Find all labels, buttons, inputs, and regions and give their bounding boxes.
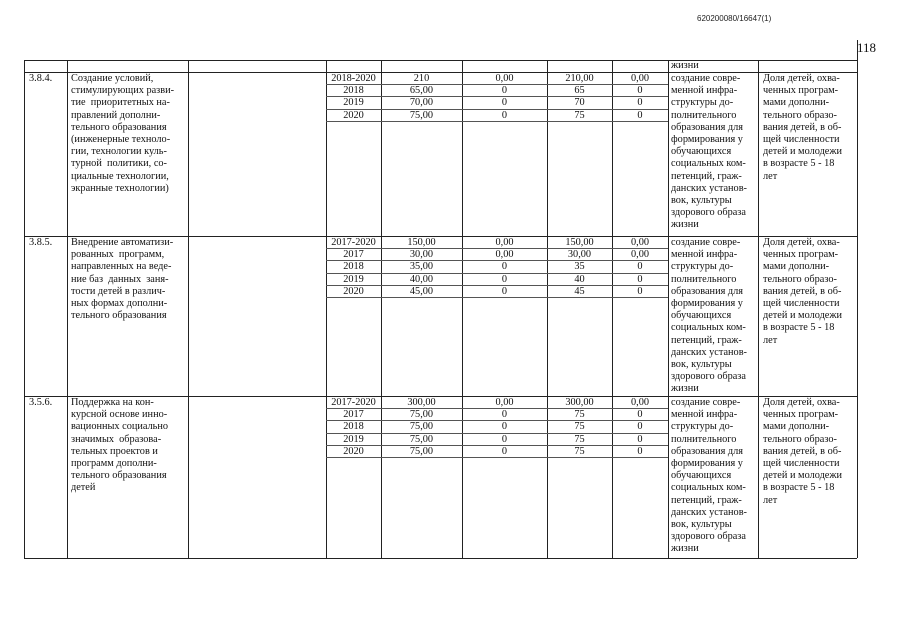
funding-cell-3: 0 <box>637 433 643 445</box>
year-cell: 2019 <box>343 433 364 445</box>
column-rule <box>547 60 548 558</box>
expected-result: создание совре- менной инфра- структуры до- полнительного образования для формирования у обучающихся социальных ком- петенций, граж- данских установ- вок, культуры здорового образа жизни <box>671 73 747 231</box>
total-cell: 75,00 <box>409 109 434 121</box>
column-rule <box>857 40 858 558</box>
total-cell: 75,00 <box>409 421 434 433</box>
total-cell: 150,00 <box>407 237 436 248</box>
total-cell: 75,00 <box>409 445 434 457</box>
expected-result: создание совре- менной инфра- структуры до- полнительного образования для формирования у обучающихся социальных ком- петенций, граж- данских установ- вок, культуры здорового образа жизни <box>671 397 747 555</box>
column-rule <box>188 60 189 558</box>
funding-cell-3: 0,00 <box>630 237 650 248</box>
funding-cell-3: 0 <box>637 285 643 297</box>
column-rule <box>381 60 382 558</box>
funding-cell-2: 45 <box>574 285 585 297</box>
funding-cell-1: 0,00 <box>495 73 514 84</box>
funding-cell-2: 75 <box>574 433 585 445</box>
funding-cell-2: 75 <box>574 109 585 121</box>
total-cell: 300,00 <box>407 397 436 408</box>
table-bottom-rule <box>24 558 857 559</box>
funding-cell-2: 65 <box>574 85 585 97</box>
funding-cell-3: 0,00 <box>630 73 650 84</box>
column-rule <box>612 60 613 558</box>
measure-name: Внедрение автоматизи- рованных программ, направленных на веде- ние баз данных заня- тости детей в различ- ных формах дополни- тельного образования <box>71 237 174 322</box>
measure-name: Поддержка на кон- курсной основе инно- вационных социально значимых образова- тельных проектов и программ дополни- тельного образования детей <box>71 397 169 494</box>
year-separator <box>326 457 668 458</box>
column-rule <box>462 60 463 558</box>
year-cell: 2017 <box>343 249 364 261</box>
measure-name: Создание условий, стимулирующих разви- тие приоритетных на- правлений дополни- тельного образования (инженерные техноло- гии, технологии куль- турной политики, со- циальные технологии, экранные технологии) <box>71 73 175 194</box>
year-cell: 2017-2020 <box>331 397 376 408</box>
column-rule <box>668 60 669 558</box>
total-cell: 70,00 <box>409 97 434 109</box>
total-cell: 40,00 <box>409 273 434 285</box>
total-cell: 210 <box>413 73 430 84</box>
total-cell: 30,00 <box>409 249 434 261</box>
funding-cell-3: 0 <box>637 97 643 109</box>
funding-cell-1: 0 <box>501 421 508 433</box>
funding-cell-2: 30,00 <box>567 249 592 261</box>
page-number: 118 <box>857 40 877 55</box>
year-cell: 2017-2020 <box>331 237 376 248</box>
indicator-text: Доля детей, охва- ченных програм- мами дополни- тельного образо- вания детей, в об- щей численности детей и молодежи в возрасте 5 - 18 лет <box>763 237 843 346</box>
funding-cell-3: 0 <box>637 421 643 433</box>
funding-cell-2: 210,00 <box>565 73 594 84</box>
funding-cell-1: 0 <box>501 445 508 457</box>
funding-cell-1: 0 <box>501 261 508 273</box>
year-cell: 2019 <box>343 97 364 109</box>
column-rule <box>67 60 68 558</box>
funding-cell-1: 0 <box>501 409 508 421</box>
funding-cell-1: 0,00 <box>495 237 514 248</box>
column-rule <box>326 60 327 558</box>
funding-cell-2: 300,00 <box>565 397 594 408</box>
column-rule <box>758 60 759 558</box>
funding-cell-3: 0 <box>637 273 643 285</box>
expected-result: создание совре- менной инфра- структуры до- полнительного образования для формирования у обучающихся социальных ком- петенций, граж- данских установ- вок, культуры здорового образа жизни <box>671 237 747 395</box>
funding-cell-2: 150,00 <box>565 237 594 248</box>
funding-cell-2: 75 <box>574 409 585 421</box>
funding-cell-1: 0 <box>501 273 508 285</box>
funding-cell-1: 0 <box>501 285 508 297</box>
indicator-text: Доля детей, охва- ченных програм- мами дополни- тельного образо- вания детей, в об- щей численности детей и молодежи в возрасте 5 - 18 лет <box>763 397 843 506</box>
year-cell: 2019 <box>343 273 364 285</box>
year-cell: 2018 <box>343 85 364 97</box>
table-top-rule <box>24 60 857 61</box>
funding-cell-3: 0 <box>637 109 643 121</box>
carryover-text: жизни <box>671 60 699 71</box>
funding-cell-2: 40 <box>574 273 585 285</box>
year-separator <box>326 297 668 298</box>
funding-cell-1: 0 <box>501 97 508 109</box>
year-cell: 2020 <box>343 109 364 121</box>
row-number: 3.8.4. <box>29 73 53 84</box>
row-number: 3.8.5. <box>29 237 53 248</box>
total-cell: 45,00 <box>409 285 434 297</box>
funding-cell-1: 0 <box>501 433 508 445</box>
funding-cell-3: 0 <box>637 409 643 421</box>
total-cell: 65,00 <box>409 85 434 97</box>
column-rule <box>24 60 25 558</box>
funding-cell-2: 70 <box>574 97 585 109</box>
year-cell: 2017 <box>343 409 364 421</box>
year-cell: 2020 <box>343 285 364 297</box>
funding-cell-3: 0 <box>637 85 643 97</box>
total-cell: 75,00 <box>409 433 434 445</box>
year-cell: 2018-2020 <box>331 73 376 84</box>
funding-cell-3: 0,00 <box>630 249 650 261</box>
year-separator <box>326 121 668 122</box>
funding-cell-2: 75 <box>574 421 585 433</box>
total-cell: 35,00 <box>409 261 434 273</box>
funding-cell-1: 0,00 <box>495 397 514 408</box>
year-cell: 2020 <box>343 445 364 457</box>
total-cell: 75,00 <box>409 409 434 421</box>
year-cell: 2018 <box>343 421 364 433</box>
indicator-text: Доля детей, охва- ченных програм- мами дополни- тельного образо- вания детей, в об- щей численности детей и молодежи в возрасте 5 - 18 лет <box>763 73 843 182</box>
funding-cell-3: 0 <box>637 261 643 273</box>
funding-cell-2: 75 <box>574 445 585 457</box>
year-cell: 2018 <box>343 261 364 273</box>
funding-cell-3: 0,00 <box>630 397 650 408</box>
funding-cell-1: 0,00 <box>495 249 514 261</box>
document-id: 620200080/16647(1) <box>697 14 772 23</box>
funding-cell-1: 0 <box>501 109 508 121</box>
funding-cell-1: 0 <box>501 85 508 97</box>
funding-cell-3: 0 <box>637 445 643 457</box>
row-number: 3.5.6. <box>29 397 53 408</box>
funding-cell-2: 35 <box>574 261 585 273</box>
